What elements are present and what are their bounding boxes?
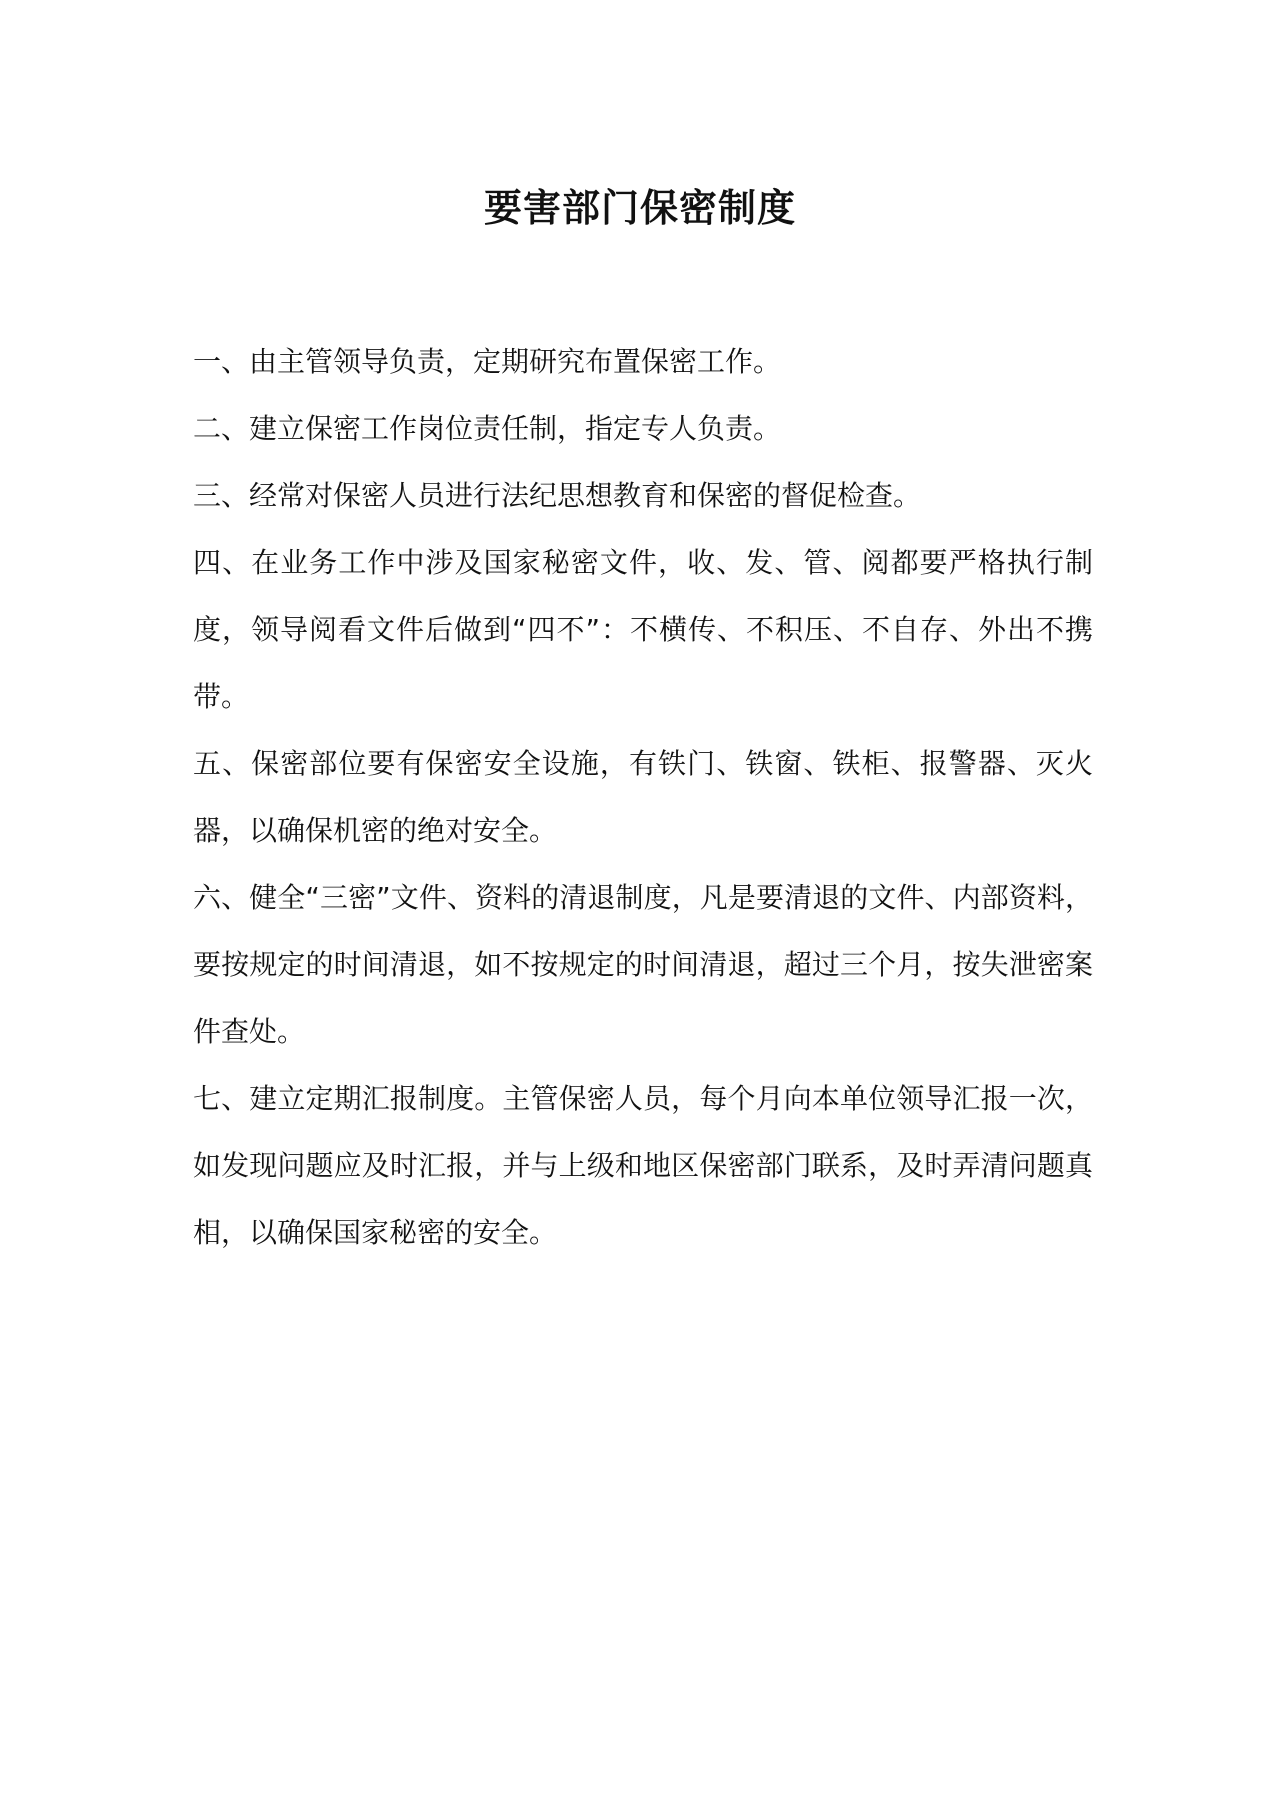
document-title: 要害部门保密制度 [483, 186, 796, 230]
clause-5: 五、保密部位要有保密安全设施，有铁门、铁窗、铁柜、报警器、灭火器，以确保机密的绝对安全。 [193, 747, 1093, 847]
document-body [193, 328, 1093, 1266]
clause-2: 二、建立保密工作岗位责任制，指定专人负责。 [193, 412, 782, 445]
clause-1: 一、由主管领导负责，定期研究布置保密工作。 [193, 345, 782, 378]
clause-7: 七、建立定期汇报制度。主管保密人员，每个月向本单位领导汇报一次，如发现问题应及时汇报，并与上级和地区保密部门联系，及时弄清问题真相，以确保国家秘密的安全。 [193, 1082, 1093, 1249]
clause-3: 三、经常对保密人员进行法纪思想教育和保密的督促检查。 [193, 479, 922, 512]
clause-6: 六、健全“三密”文件、资料的清退制度，凡是要清退的文件、内部资料，要按规定的时间清退，如不按规定的时间清退，超过三个月，按失泄密案件查处。 [193, 881, 1093, 1048]
clause-4: 四、在业务工作中涉及国家秘密文件，收、发、管、阅都要严格执行制度，领导阅看文件后做到“四不”：不横传、不积压、不自存、外出不携带。 [193, 546, 1093, 713]
